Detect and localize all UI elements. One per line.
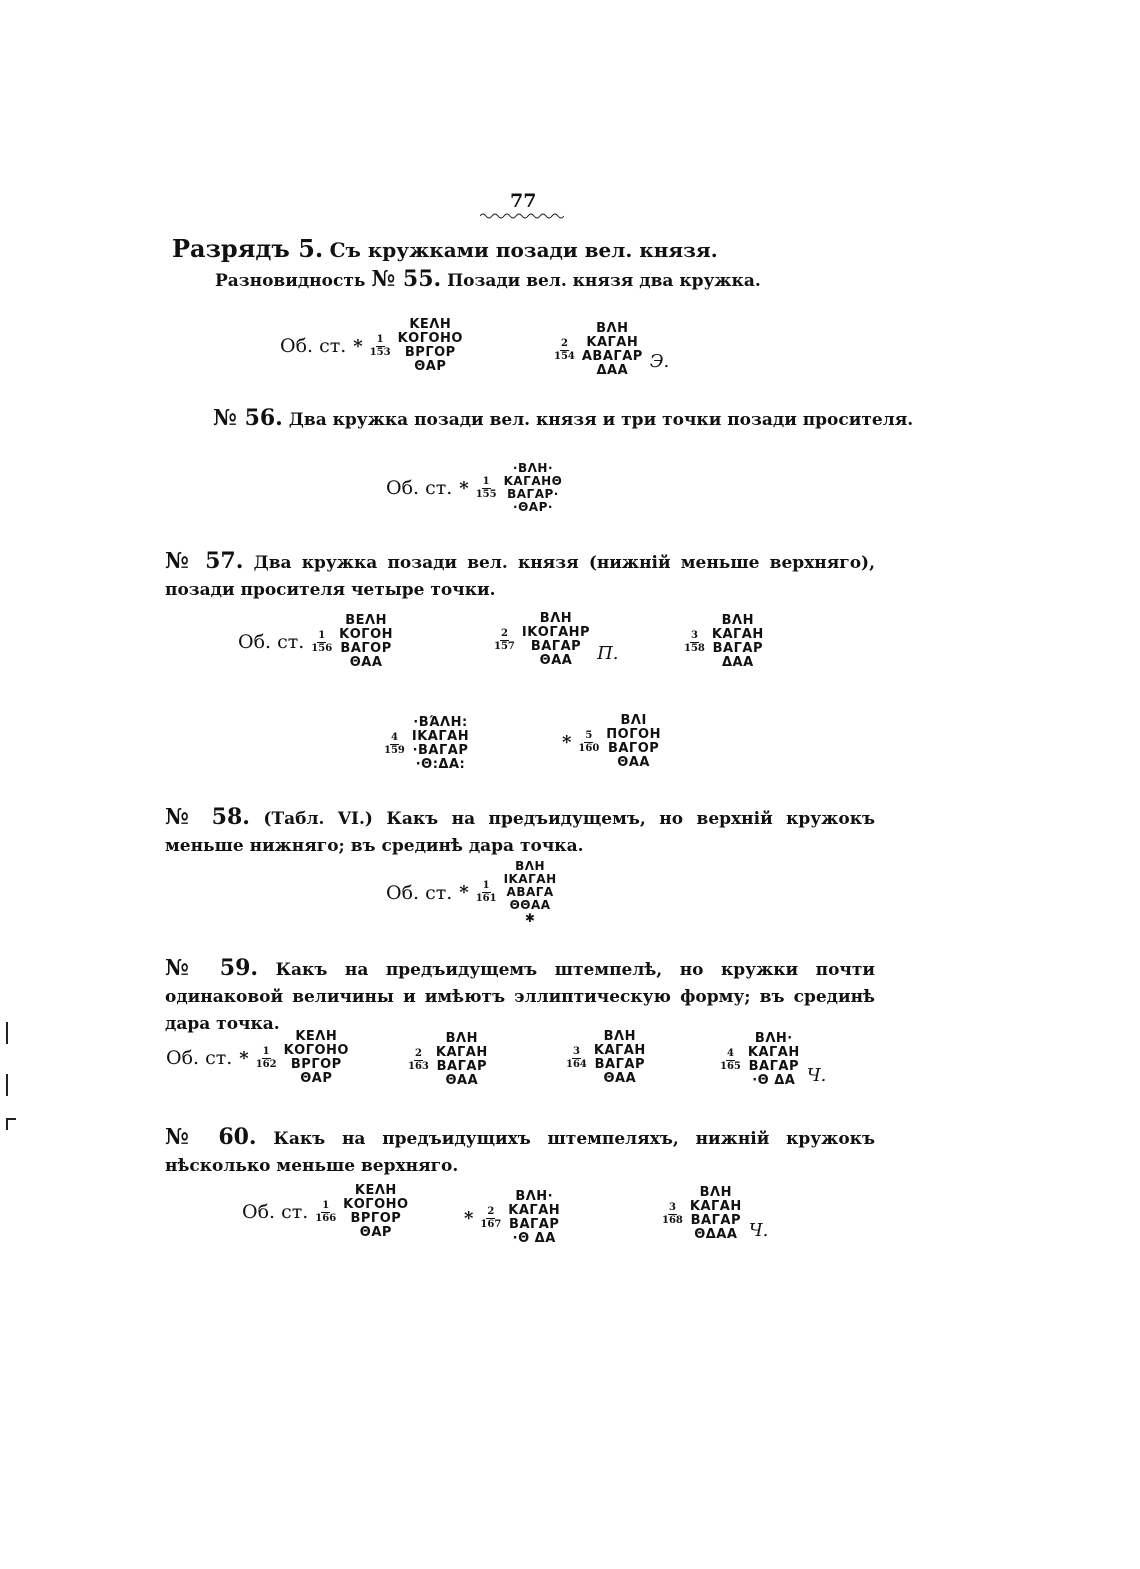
catalog-fraction: $\frac{1}{162}$ [255,1045,277,1070]
coin-legend: ΒΛΗ ΚΑΓΑΗ ΒΑΓΑΡ ΘΑΑ [593,1029,646,1086]
entry-59-variant-3 [566,1030,646,1086]
section-heading-prefix: Разрядъ 5. [172,234,324,263]
entry-57-variant-3 [684,614,764,670]
entry-58-variant-1 [386,860,557,925]
coin-legend: ΚΕΛΗ ΚΟΓΟΗΟ ΒΡΓΟΡ ΘΑΡ [343,1183,409,1240]
source-mark: Э. [649,350,670,372]
page-number: 77 [510,190,537,212]
section-heading-text: Съ кружками позади вел. князя. [329,238,718,262]
star-mark: * [239,1047,249,1069]
source-mark: П. [597,642,619,664]
obverse-label: Об. ст. [166,1047,233,1069]
catalog-fraction: $\frac{2}{167}$ [480,1205,502,1230]
page-number-ornament [480,212,564,220]
source-mark: Ч. [806,1064,827,1086]
entry-59-variant-1 [166,1030,349,1086]
source-mark: Ч. [748,1219,769,1241]
entry-56-heading [213,405,913,431]
entry-59-text: Какъ на предъидущемъ штемпелѣ, но кружки почти одинаковой величины и имѣютъ эллиптическую форму; въ срединѣ дара точка. [165,960,875,1034]
coin-legend: ΒΛΗ· ΚΑΓΑΗ ΒΑΓΑΡ ·Θ ΔΑ [508,1189,561,1246]
coin-legend: ΒΛΙ ΠΟΓΟΗ ΒΑΓΟΡ ΘΑΑ [606,713,661,770]
entry-57-variant-2 [494,612,619,668]
entry-60-number: № 60. [165,1124,257,1150]
entry-60-text: Какъ на предъидущихъ штемпеляхъ, нижнiй кружокъ нѣсколько меньше верхняго. [165,1129,875,1176]
coin-legend: ΒΛΗ· ΚΑΓΑΗ ΒΑΓΑΡ ·Θ ΔΑ [747,1031,800,1088]
star-mark: * [353,335,363,357]
entry-56-text: Два кружка позади вел. князя и три точки позади просителя. [288,410,914,430]
coin-legend: ΒΛΗ ΙΚΑΓΑΗ ΑΒΑΓΑ ΘΘΑΑ ✱ [503,859,557,925]
entry-56-number: № 56. [213,405,283,431]
entry-56-variant-1 [386,462,562,514]
entry-60-variant-2 [464,1190,560,1246]
entry-59-number: № 59. [165,955,259,981]
star-mark: * [562,731,572,753]
catalog-fraction: $\frac{3}{164}$ [566,1045,587,1070]
scan-artifact-line [6,1022,8,1044]
coin-legend: ΒΛΗ ΚΑΓΑΗ ΒΑΓΑΡ ΘΑΑ [435,1031,488,1088]
entry-55-number: № 55. [371,266,442,292]
catalog-fraction: $\frac{1}{153}$ [369,333,391,358]
star-mark: * [459,882,469,903]
coin-legend: ·ΒΆΛΗ: ΙΚΑΓΑΗ ·ΒΑΓΑΡ ·Θ:ΔΑ: [411,715,470,772]
entry-59-variant-2 [408,1032,488,1088]
entry-60-paragraph [165,1124,875,1180]
obverse-label: Об. ст. [386,477,453,499]
catalog-fraction: $\frac{2}{163}$ [408,1047,429,1072]
entry-57-variant-4 [384,716,469,772]
entry-58-number: № 58. [165,804,250,830]
entry-55-lead: Разновидность [215,271,366,291]
scan-artifact-line [6,1074,8,1096]
catalog-fraction: $\frac{5}{160}$ [578,729,600,754]
entry-60-variant-1 [242,1184,409,1240]
coin-legend: ΒΕΛΗ ΚΟΓΟΗ ΒΑΓΟΡ ΘΑΑ [339,613,394,670]
catalog-fraction: $\frac{1}{155}$ [475,475,497,500]
coin-legend: ΒΛΗ ΚΑΓΑΗ ΑΒΑΓΑΡ ΔΑΑ [581,321,643,378]
coin-legend: ΚΕΛΗ ΚΟΓΟΗΟ ΒΡΓΟΡ ΘΑΡ [397,317,463,374]
section-heading [172,234,718,263]
entry-55-text: Позади вел. князя два кружка. [447,271,761,291]
catalog-fraction: $\frac{1}{156}$ [311,629,333,654]
entry-60-variant-3 [662,1186,768,1242]
entry-58-paragraph [165,804,875,860]
coin-legend: ΒΛΗ ΚΑΓΑΗ ΒΑΓΑΡ ΔΑΑ [711,613,764,670]
coin-legend: ΒΛΗ ΙΚΟΓΑΗΡ ΒΑΓΑΡ ΘΑΑ [521,611,591,668]
entry-59-variant-4 [720,1032,826,1088]
entry-55-heading [215,266,761,292]
coin-legend: ·ΒΛΗ· ΚΑΓΑΗΘ ΒΑΓΑΡ· ·ΘΑΡ· [503,461,563,514]
coin-legend: ΒΛΗ ΚΑΓΑΗ ΒΑΓΑΡ ΘΔΑΑ [689,1185,742,1242]
entry-58-text: (Табл. VI.) Какъ на предъидущемъ, но верхнiй кружокъ меньше нижняго; въ срединѣ дара точка. [165,809,876,856]
entry-57-paragraph [165,548,875,604]
entry-57-number: № 57. [165,548,244,574]
entry-57-variant-1 [238,614,393,670]
entry-59-paragraph [165,955,875,1038]
catalog-fraction: $\frac{2}{154}$ [554,337,575,362]
catalog-fraction: $\frac{3}{168}$ [662,1201,683,1226]
catalog-fraction: $\frac{1}{166}$ [315,1199,337,1224]
entry-57-text: Два кружка позади вел. князя (нижнiй меньше верхняго), позади просителя четыре точки. [165,553,875,600]
catalog-fraction: $\frac{2}{157}$ [494,627,515,652]
obverse-label: Об. ст. [238,631,305,653]
obverse-label: Об. ст. [242,1201,309,1223]
coin-legend: ΚΕΛΗ ΚΟΓΟΗΟ ΒΡΓΟΡ ΘΑΡ [283,1029,349,1086]
catalog-fraction: $\frac{4}{159}$ [384,731,405,756]
catalog-fraction: $\frac{1}{161}$ [475,880,497,904]
catalog-fraction: $\frac{4}{165}$ [720,1047,741,1072]
entry-57-variant-5 [562,714,661,770]
entry-55-variant-2 [554,322,669,378]
obverse-label: Об. ст. [280,335,347,357]
star-mark: * [464,1207,474,1229]
entry-55-variant-1 [280,318,463,374]
star-mark: * [459,477,469,499]
catalog-fraction: $\frac{3}{158}$ [684,629,705,654]
obverse-label: Об. ст. [386,881,453,904]
scan-artifact-line [6,1118,16,1120]
